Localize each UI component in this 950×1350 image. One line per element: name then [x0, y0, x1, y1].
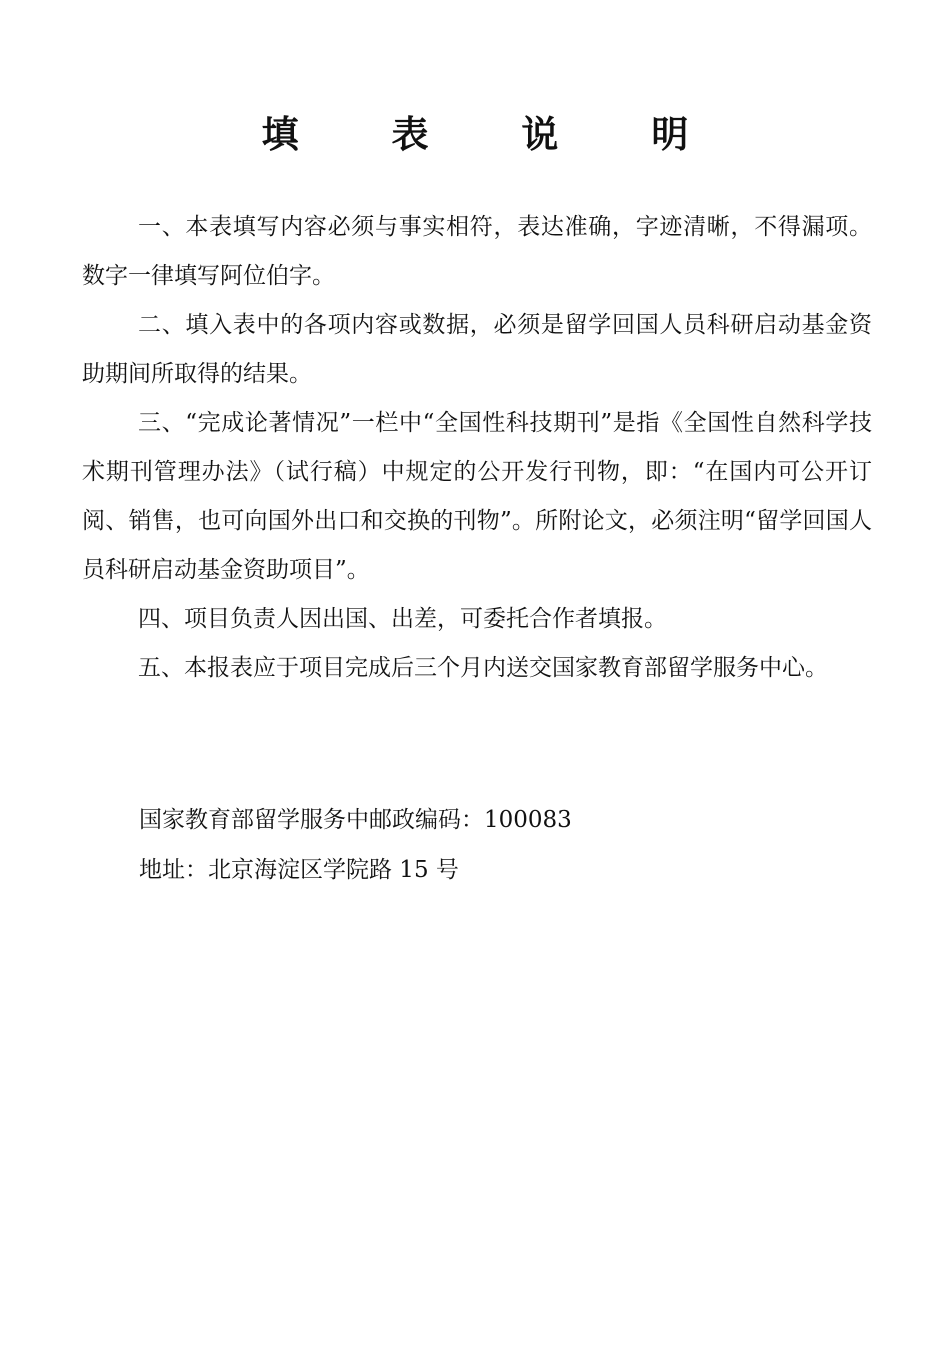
contact-block: [139, 795, 879, 895]
instruction-paragraph-4: 四、项目负责人因出国、出差，可委托合作者填报。: [138, 606, 667, 632]
instruction-paragraph-1: 一、本表填写内容必须与事实相符，表达准确，字迹清晰，不得漏项。数字一律填写阿位伯字。: [82, 214, 872, 289]
instruction-paragraph-5: 五、本报表应于项目完成后三个月内送交国家教育部留学服务中心。: [138, 655, 828, 681]
page-title: 填 表 说 明: [261, 112, 729, 156]
instructions-section: [82, 203, 872, 693]
instruction-paragraph-2: 二、填入表中的各项内容或数据，必须是留学回国人员科研启动基金资助期间所取得的结果。: [82, 312, 872, 387]
instruction-paragraph-3: 三、“完成论著情况”一栏中“全国性科技期刊”是指《全国性自然科学技术期刊管理办法》（试行稿）中规定的公开发行刊物，即：“在国内可公开订阅、销售，也可向国外出口和交换的刊物”。所附论文，必须注明“留学回国人员科研启动基金资助项目”。: [82, 410, 872, 583]
postal-code-line: 国家教育部留学服务中邮政编码：100083: [139, 807, 572, 833]
address-line: 地址：北京海淀区学院路 15 号: [139, 857, 459, 883]
